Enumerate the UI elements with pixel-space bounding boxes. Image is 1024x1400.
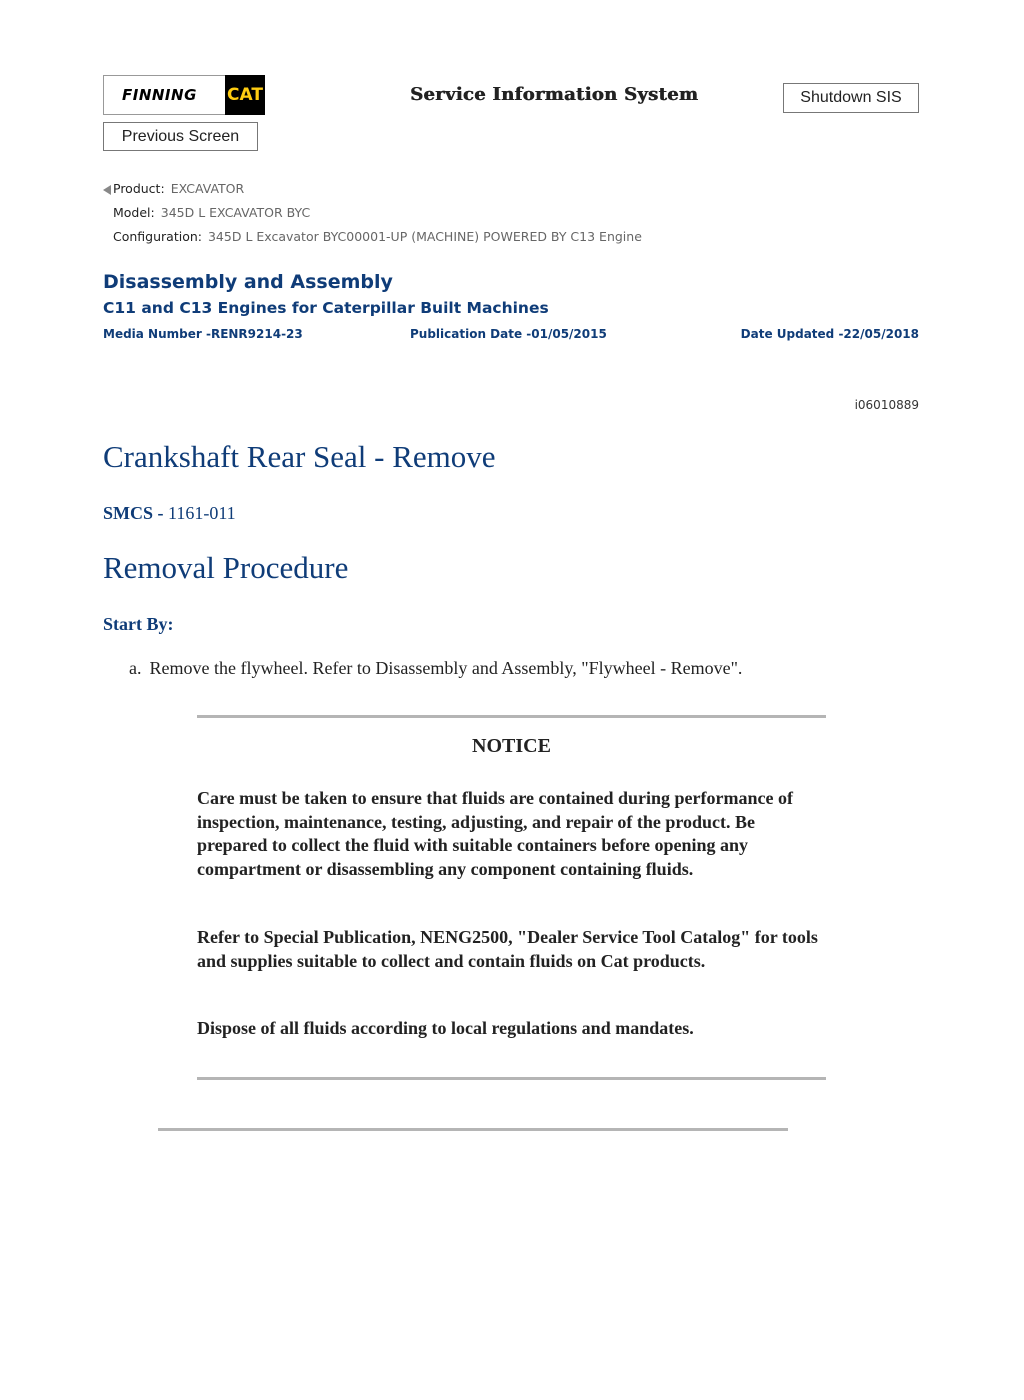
notice-paragraph: Refer to Special Publication, NENG2500, "Dealer Service Tool Catalog" for tools and supplies suitable to collect and contain fluids on Cat products. [197, 927, 818, 971]
notice-paragraph: Care must be taken to ensure that fluids are contained during performance of inspection, maintenance, testing, adjusting, and repair of the product. Be prepared to collect the fluid with suitable containers before opening any compartment or disassembling any component containing fluids. [197, 788, 793, 879]
step-marker: a. [129, 658, 142, 678]
notice-bottom-divider [197, 1077, 826, 1080]
date-updated: Date Updated -22/05/2018 [740, 327, 919, 341]
notice-title: NOTICE [472, 735, 551, 757]
model-label: Model: [113, 205, 155, 220]
notice-paragraph: Dispose of all fluids according to local regulations and mandates. [197, 1018, 694, 1038]
product-label: Product: [113, 181, 165, 196]
section-divider [158, 1128, 788, 1131]
cat-logo: CAT [225, 75, 265, 115]
media-number: Media Number -RENR9214-23 [103, 327, 303, 341]
notice-top-divider [197, 715, 826, 718]
shutdown-sis-button[interactable]: Shutdown SIS [783, 83, 919, 113]
document-subtitle: C11 and C13 Engines for Caterpillar Built Machines [103, 299, 549, 317]
document-title: Disassembly and Assembly [103, 271, 393, 293]
system-title: Service Information System [410, 84, 699, 105]
product-info-line [103, 181, 244, 196]
product-value: EXCAVATOR [170, 181, 245, 196]
configuration-label: Configuration: [113, 229, 202, 244]
configuration-info-line [113, 229, 642, 244]
procedure-step [129, 658, 742, 679]
smcs-code [103, 503, 236, 524]
finning-cat-logo [103, 75, 265, 115]
configuration-value: 345D L Excavator BYC00001-UP (MACHINE) POWERED BY C13 Engine [207, 229, 642, 244]
publication-date: Publication Date -01/05/2015 [410, 327, 607, 341]
smcs-value: 1161-011 [168, 503, 236, 523]
model-value: 345D L EXCAVATOR BYC [160, 205, 311, 220]
start-by-label: Start By: [103, 614, 174, 634]
smcs-label: SMCS - [103, 503, 164, 523]
document-id: i06010889 [854, 398, 919, 412]
finning-logo-text: FINNING [122, 86, 197, 104]
back-arrow-icon[interactable] [103, 185, 111, 195]
procedure-heading: Removal Procedure [103, 550, 349, 585]
page-heading: Crankshaft Rear Seal - Remove [103, 439, 496, 474]
step-text: Remove the flywheel. Refer to Disassembly and Assembly, "Flywheel - Remove". [149, 658, 743, 678]
previous-screen-button[interactable]: Previous Screen [103, 122, 258, 151]
model-info-line [113, 205, 310, 220]
